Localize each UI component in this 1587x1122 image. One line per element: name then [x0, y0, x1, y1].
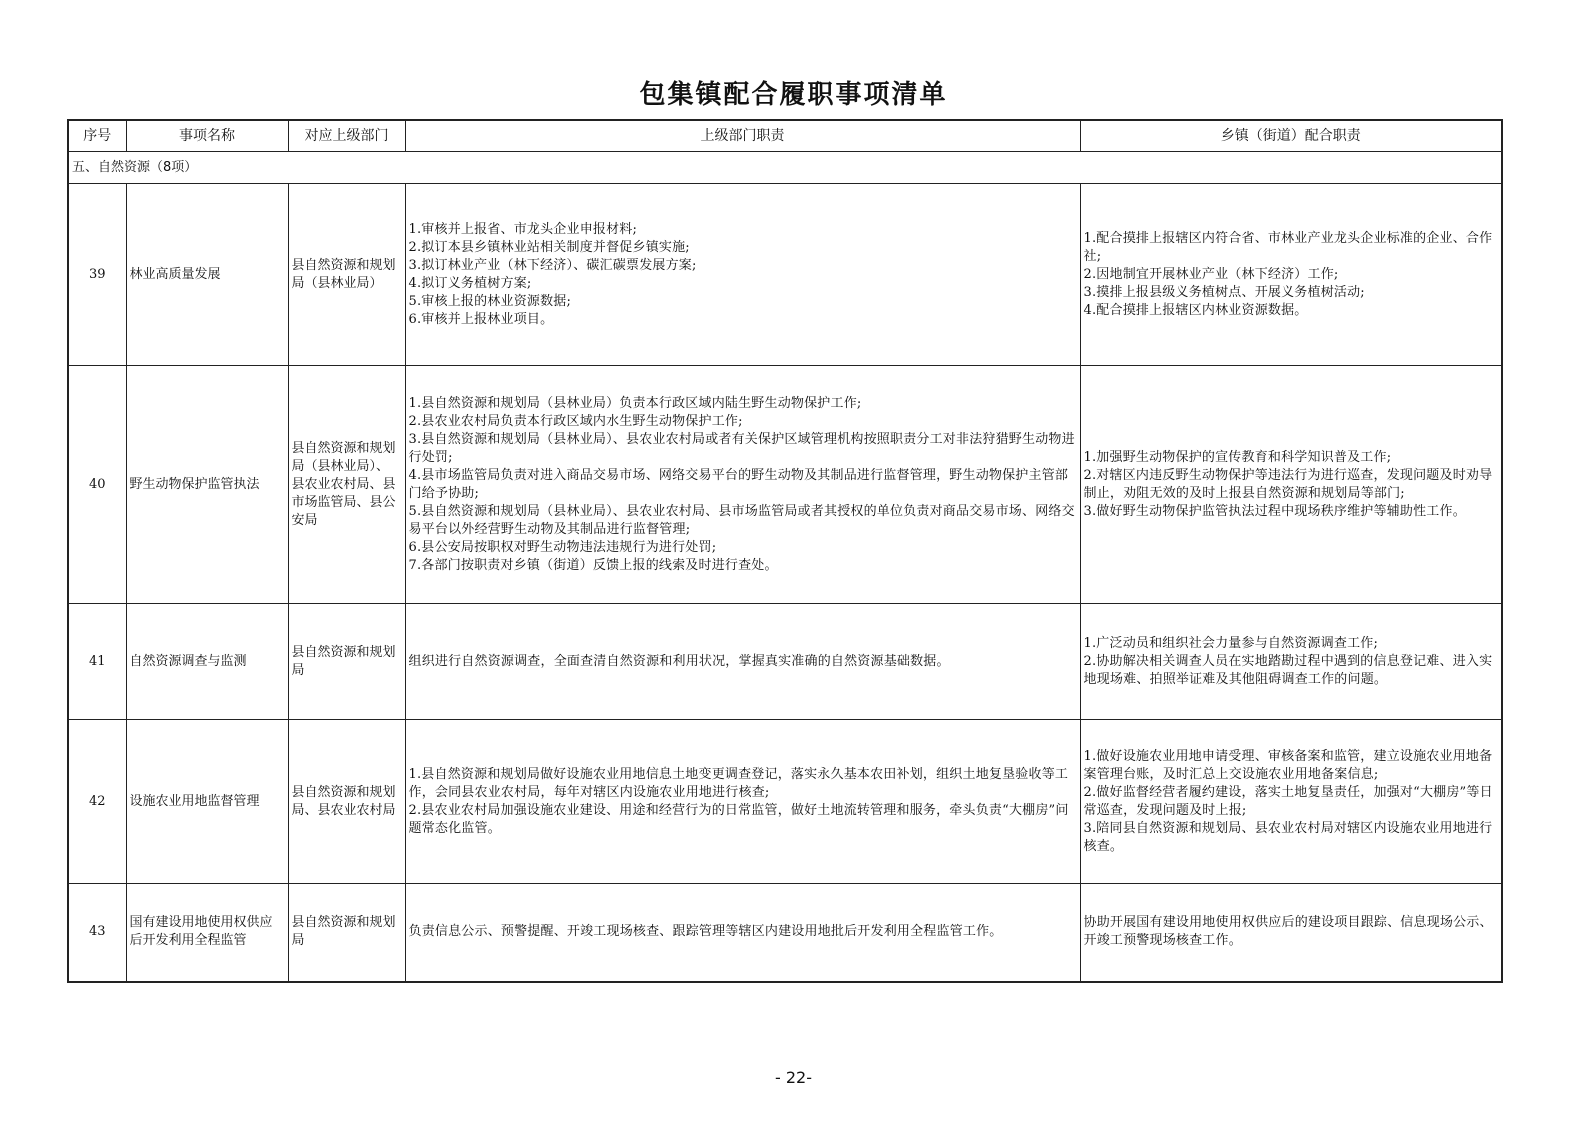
table-row — [68, 604, 1502, 720]
row-town-duty — [1080, 604, 1502, 720]
duty-line: 7.各部门按职责对乡镇（街道）反馈上报的线索及时进行查处。 — [408, 557, 778, 573]
duty-line: 1.配合摸排上报辖区内符合省、市林业产业龙头企业标准的企业、合作社; — [1083, 230, 1493, 264]
row-dept: 县自然资源和规划局 — [288, 604, 405, 720]
section-label: 五、自然资源（8项） — [68, 152, 1502, 184]
row-upper-duty — [405, 884, 1080, 982]
duty-line: 3.拟订林业产业（林下经济）、碳汇碳票发展方案; — [408, 257, 697, 273]
duty-line: 6.县公安局按职权对野生动物违法违规行为进行处罚; — [408, 539, 717, 555]
row-name: 设施农业用地监督管理 — [126, 720, 288, 884]
header-upper-duty: 上级部门职责 — [405, 120, 1080, 152]
duty-line: 组织进行自然资源调查，全面查清自然资源和利用状况，掌握真实准确的自然资源基础数据。 — [408, 653, 950, 669]
duty-line: 2.协助解决相关调查人员在实地踏勘过程中遇到的信息登记难、进入实地现场难、拍照举证难及其他阻碍调查工作的问题。 — [1083, 653, 1493, 687]
row-num: 41 — [68, 604, 126, 720]
header-town-duty: 乡镇（街道）配合职责 — [1080, 120, 1502, 152]
table-row — [68, 184, 1502, 366]
duty-line: 协助开展国有建设用地使用权供应后的建设项目跟踪、信息现场公示、开竣工预警现场核查工作。 — [1083, 915, 1493, 949]
duty-line: 6.审核并上报林业项目。 — [408, 311, 554, 327]
row-town-duty — [1080, 720, 1502, 884]
page-title: 包集镇配合履职事项清单 — [639, 80, 948, 110]
duty-line: 4.拟订义务植树方案; — [408, 275, 532, 291]
header-name: 事项名称 — [126, 120, 288, 152]
duty-line: 负责信息公示、预警提醒、开竣工现场核查、跟踪管理等辖区内建设用地批后开发利用全程监管工作。 — [408, 924, 1003, 940]
duty-line: 5.审核上报的林业资源数据; — [408, 293, 572, 309]
row-upper-duty — [405, 184, 1080, 366]
duty-line: 1.加强野生动物保护的宣传教育和科学知识普及工作; — [1083, 449, 1392, 465]
table-row — [68, 366, 1502, 604]
duty-line: 3.陪同县自然资源和规划局、县农业农村局对辖区内设施农业用地进行核查。 — [1083, 820, 1493, 854]
row-town-duty — [1080, 366, 1502, 604]
row-upper-duty — [405, 366, 1080, 604]
header-num: 序号 — [68, 120, 126, 152]
duty-line: 4.县市场监管局负责对进入商品交易市场、网络交易平台的野生动物及其制品进行监督管理，野生动物保护主管部门给予协助; — [408, 467, 1069, 501]
duty-line: 1.审核并上报省、市龙头企业申报材料; — [408, 221, 638, 237]
duty-line: 2.县农业农村局加强设施农业建设、用途和经营行为的日常监管，做好土地流转管理和服务，牵头负责“大棚房”问题常态化监管。 — [408, 802, 1069, 836]
row-num: 42 — [68, 720, 126, 884]
duty-line: 5.县自然资源和规划局（县林业局）、县农业农村局、县市场监管局或者其授权的单位负责对商品交易市场、网络交易平台以外经营野生动物及其制品进行监督管理; — [408, 503, 1075, 537]
row-num: 43 — [68, 884, 126, 982]
row-name: 野生动物保护监管执法 — [126, 366, 288, 604]
page-number: - 22- — [775, 1068, 812, 1087]
duty-line: 1.广泛动员和组织社会力量参与自然资源调查工作; — [1083, 635, 1379, 651]
duty-line: 1.县自然资源和规划局（县林业局）负责本行政区域内陆生野生动物保护工作; — [408, 395, 862, 411]
table-row — [68, 720, 1502, 884]
duty-line: 3.做好野生动物保护监管执法过程中现场秩序维护等辅助性工作。 — [1083, 503, 1466, 519]
duty-line: 2.县农业农村局负责本行政区域内水生野生动物保护工作; — [408, 413, 743, 429]
row-dept: 县自然资源和规划局、县农业农村局 — [288, 720, 405, 884]
duty-table — [67, 119, 1503, 983]
duty-line: 3.县自然资源和规划局（县林业局）、县农业农村局或者有关保护区域管理机构按照职责分工对非法狩猎野生动物进行处罚; — [408, 431, 1075, 465]
header-dept: 对应上级部门 — [288, 120, 405, 152]
duty-line: 2.因地制宜开展林业产业（林下经济）工作; — [1083, 266, 1339, 282]
section-row — [68, 152, 1502, 184]
table-row — [68, 884, 1502, 982]
duty-line: 1.县自然资源和规划局做好设施农业用地信息土地变更调查登记，落实永久基本农田补划，组织土地复垦验收等工作，会同县农业农村局，每年对辖区内设施农业用地进行核查; — [408, 766, 1069, 800]
duty-line: 4.配合摸排上报辖区内林业资源数据。 — [1083, 302, 1308, 318]
row-name: 自然资源调查与监测 — [126, 604, 288, 720]
duty-line: 1.做好设施农业用地申请受理、审核备案和监管，建立设施农业用地备案管理台账，及时汇总上交设施农业用地备案信息; — [1083, 748, 1493, 782]
duty-line: 2.做好监督经营者履约建设，落实土地复垦责任，加强对“大棚房”等日常巡查，发现问题及时上报; — [1083, 784, 1493, 818]
row-upper-duty — [405, 604, 1080, 720]
row-dept: 县自然资源和规划局（县林业局） — [288, 184, 405, 366]
row-name: 国有建设用地使用权供应后开发利用全程监管 — [126, 884, 288, 982]
row-dept: 县自然资源和规划局（县林业局）、县农业农村局、县市场监管局、县公安局 — [288, 366, 405, 604]
row-town-duty — [1080, 884, 1502, 982]
row-num: 39 — [68, 184, 126, 366]
row-num: 40 — [68, 366, 126, 604]
duty-line: 3.摸排上报县级义务植树点、开展义务植树活动; — [1083, 284, 1365, 300]
header-row — [68, 120, 1502, 152]
row-upper-duty — [405, 720, 1080, 884]
row-name: 林业高质量发展 — [126, 184, 288, 366]
row-town-duty — [1080, 184, 1502, 366]
duty-line: 2.拟订本县乡镇林业站相关制度并督促乡镇实施; — [408, 239, 690, 255]
row-dept: 县自然资源和规划局 — [288, 884, 405, 982]
duty-line: 2.对辖区内违反野生动物保护等违法行为进行巡查，发现问题及时劝导制止，劝阻无效的及时上报县自然资源和规划局等部门; — [1083, 467, 1493, 501]
